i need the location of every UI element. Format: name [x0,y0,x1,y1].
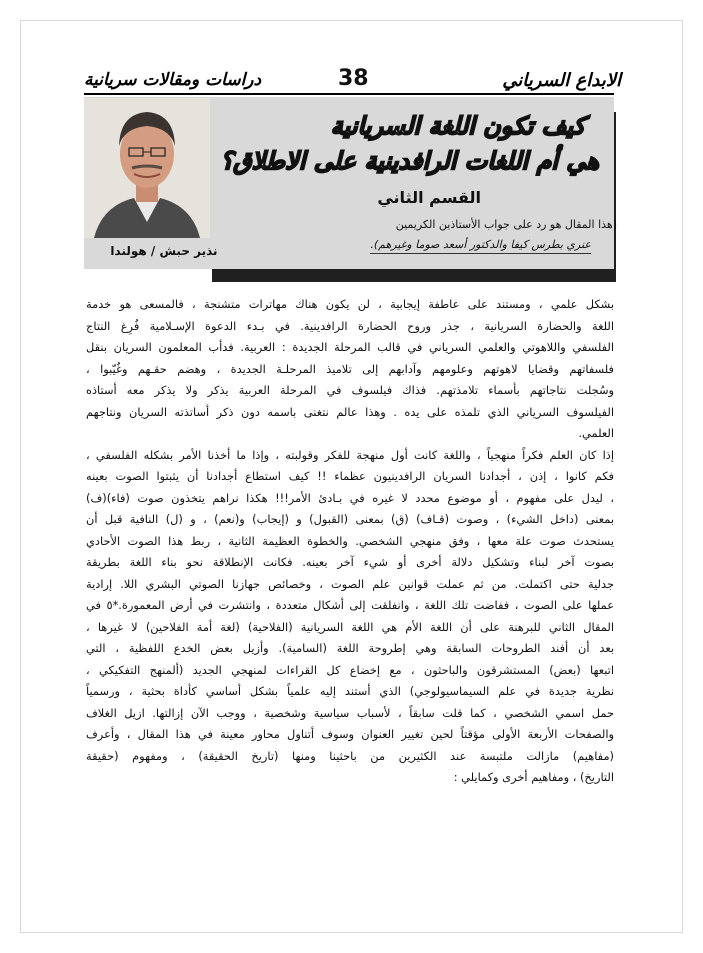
body-line: حمل اسمي الشخصي ، كما قلت سابقاً ، لأسباب سياسية وشخصية ، ووجب الآن إزالتها. ازيل الغلاف [86,705,614,720]
body-line: اتبعها (بعض) المستشرقون والباحثون ، مع إخضاع كل القراءات لمنهجي الجديد (ألمنهج التفكيكي ، [86,662,614,677]
body-line: يستحدث صوت علة معها ، وفق منهجي الشخصي. والخطوة العظيمة الثانية ، ربط هذا الصوت الأحادي [86,533,614,548]
article-title-line-1: كيف تكون اللغة السريانية [330,112,585,140]
magazine-title: الابداع السرياني [502,70,621,91]
body-line: والصفحات الأربعة الأولى مؤقتاً لحين تغيير العنوان وسوف أتناول محاور معينة في هذا المقال ، وأعرف [86,727,614,741]
article-part-label: القسم الثاني [377,188,481,207]
body-line: اللغة والحضارة السريانية ، جذر وروح الحضارة الرافدينية. في بـدء الدعوة الإسـلامية فُرِغ النتاج [86,318,614,333]
body-line: وسُجلت نتاجاتهم بأسماء تلامذتهم. فذاك فيلسوف في المرحلة العربية يذكر ولا يذكر معه أستاذه [86,383,614,397]
body-line: فكم كانوا ، إذن ، أجدادنا السريان الرافدينيون عظماء !! كيف استطاع أجدادنا أن يثبتوا الصوت بعينه [86,469,614,483]
header-rule [84,93,614,95]
page-number: 38 [338,66,369,91]
body-line: عملها على الصوت ، ففاضت تلك اللغة ، وانفلقت إلى أشكال متعددة ، وانتشرت في أرض المعمورة.*٥ في [86,598,614,612]
body-line: بشكل علمي ، ومستند على عاطفة إيجابية ، لن يكون هناك مهاترات متشنجة ، فالمسعى هو خدمة [86,297,614,311]
article-note-line-2: عنري بطرس كيفا والدكتور أسعد صوما وغيرهم). [370,238,591,254]
body-line: إذا كان العلم فكراً منهجياً ، واللغة كانت أول منهجة للفكر وقولبته ، وإذا ما أخذنا الأمر بشكله الفلسفي ، [86,447,614,462]
body-line: بعد أن أفند الطروحات السابقة وهي إطروحة اللغة (السامية). وأزيل بعض الخدع اللفظية ، التي [86,641,614,655]
article-note-line-1: (هذا المقال هو رد على جواب الأستاذين الكريمين [395,218,617,231]
article-body [86,294,614,789]
panel-shadow-bottom [212,268,616,282]
body-line: بصوت آخر لبناء وتشكيل دلالة أخرى أو شيء آخر بعينه. فكانت الإنطلاقة نحو بناء اللغة بطريقة [86,555,614,569]
body-line: العلمي. [578,426,614,440]
body-line: الفلسفي واللاهوتي والعلمي السرياني في قالب المرحلة الجديدة : العربية. فدأب المعلمون السريان بنقل [86,340,614,354]
body-line: المقال الثاني للبرهنة على أن اللغة الأم هي اللغة السريانية (الفلاحية) (لغة أمة الفلاحين) لا غيرها ، [86,619,614,634]
body-line: الفيلسوف السرياني الذي تلمذه على يده . وهذا عالم نتغنى باسمه دون ذكر أساتذته السريان ونتاجهم [86,404,614,419]
author-photo [84,98,210,238]
body-line: ، ليدل على مفهوم ، أو موضوع محدد لا غيره في بـادئ الأمر!!! هكذا نراهم يتخذون صوت (فاء)(ف) [86,490,614,505]
body-line: بمعنى (داخل الشيء) ، وصوت (قـاف) (ق) بمعنى (القبول) و (إيجاب) و(نعم) ، و (ل) النافية قبل أن [86,512,614,526]
section-title: دراسات ومقالات سريانية [84,70,262,90]
body-line: نظرية جديدة في علم السيماسيولوجي) الذي أستند إليه علمياً بشكل أساسي كأداة بحثية ، ورسمياً [86,684,614,698]
body-line: جدلية حتى اكتملت. من ثم عملت قوانين علم الصوت ، وخصائص جهازنا الصوتي البشري اللا. إرادية [86,576,614,591]
article-title-line-2: هي أم اللغات الرافدينية على الاطلاق؟ [220,147,599,175]
author-caption: نذير حبش / هولندا [110,244,218,258]
body-line: فلسفاتهم وقضايا لاهوتهم وعلومهم وآدابهم إلى تلاميذ المرحلـة الجديدة ، وهضم حقـهم وغُيّبوا ، [86,361,614,376]
body-line: التاريخ) ، ومفاهيم أخرى وكمايلي : [453,770,614,784]
body-line: (مفاهيم) مازالت ملتبسة عند الكثيرين من باحثينا ومنها (تاريخ الحقيقة) ، ومفهوم (حقيقة [86,748,614,763]
